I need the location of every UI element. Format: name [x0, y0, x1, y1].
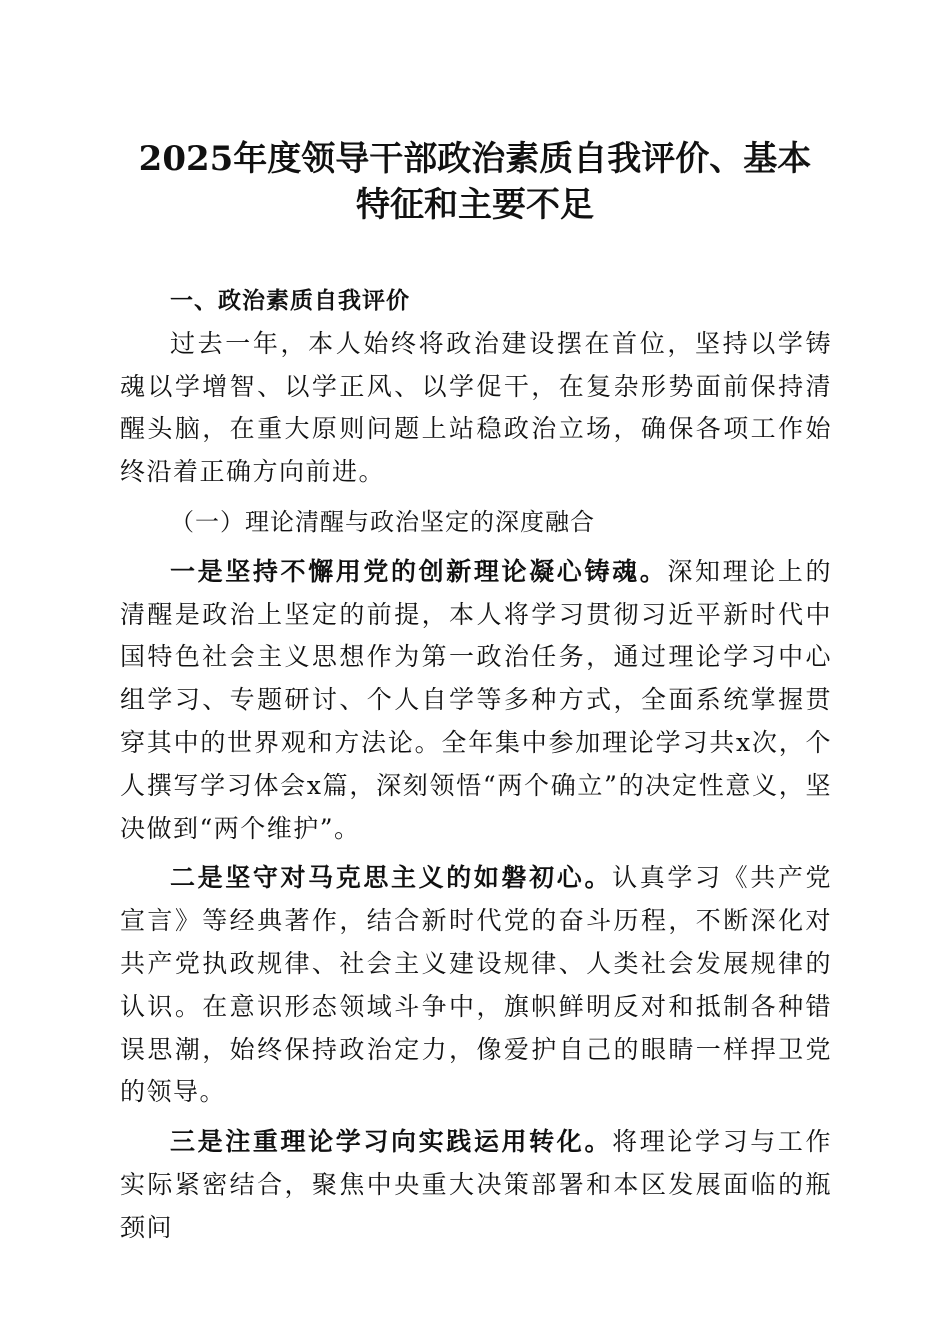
- point-3-lead: 三是注重理论学习向实践运用转化。: [170, 1127, 613, 1157]
- title-line-1: 2025年度领导干部政治素质自我评价、基本: [138, 139, 812, 179]
- intro-paragraph: 过去一年，本人始终将政治建设摆在首位，坚持以学铸魂以学增智、以学正风、以学促干，在复杂形势面前保持清醒头脑，在重大原则问题上站稳政治立场，确保各项工作始终沿着正确方向前进。: [120, 328, 832, 487]
- point-1-lead: 一是坚持不懈用党的创新理论凝心铸魂。: [170, 556, 668, 586]
- subsection-heading-1: （一）理论清醒与政治坚定的深度融合: [170, 507, 595, 536]
- point-3-paragraph: [120, 1121, 832, 1249]
- point-1-paragraph: [120, 551, 832, 851]
- point-2-body: 认真学习《共产党宣言》等经典著作，结合新时代党的奋斗历程，不断深化对共产党执政规律、社会主义建设规律、人类社会发展规律的认识。在意识形态领域斗争中，旗帜鲜明反对和抵制各种错误思潮，始终保持政治定力，像爱护自己的眼睛一样捍卫党的领导。: [120, 863, 832, 1107]
- section-heading-1: 一、政治素质自我评价: [170, 288, 410, 314]
- point-2-paragraph: [120, 857, 832, 1114]
- title-line-2: 特征和主要不足: [356, 185, 594, 225]
- document-title: [100, 136, 850, 228]
- point-2-lead: 二是坚守对马克思主义的如磐初心。: [170, 863, 613, 893]
- point-1-body: 深知理论上的清醒是政治上坚定的前提，本人将学习贯彻习近平新时代中国特色社会主义思想作为第一政治任务，通过理论学习中心组学习、专题研讨、个人自学等多种方式，全面系统掌握贯穿其中的世界观和方法论。全年集中参加理论学习共x次，个人撰写学习体会x篇，深刻领悟“两个确立”的决定性意义，坚决做到“两个维护”。: [120, 556, 832, 843]
- point-3-body: 将理论学习与工作实际紧密结合，聚焦中央重大决策部署和本区发展面临的瓶颈问: [120, 1127, 832, 1242]
- document-body: [120, 280, 832, 1250]
